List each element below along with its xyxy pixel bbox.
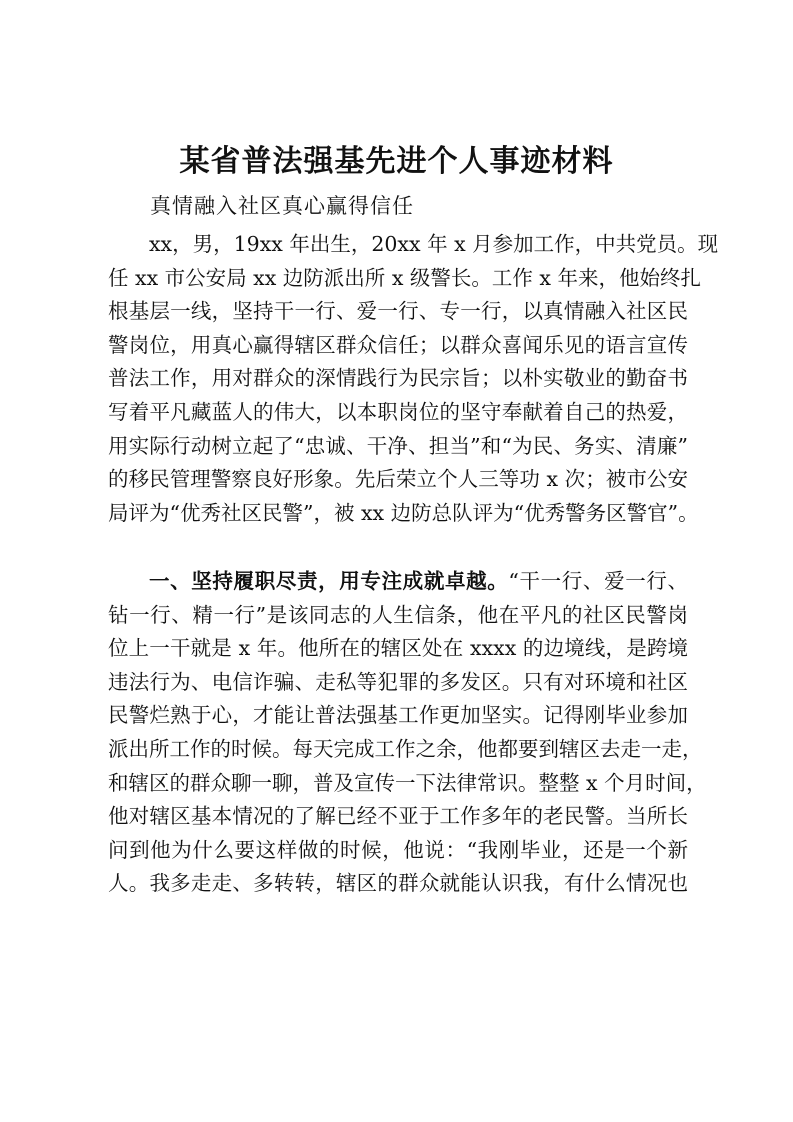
text-line: 用实际行动树立起了“忠诚、干净、担当”和“为民、务实、清廉” [108,433,688,458]
document-title: 某省普法强基先进个人事迹材料 [179,144,614,179]
text-line: 任 xx 市公安局 xx 边防派出所 x 级警长。工作 x 年来，他始终扎 [108,265,701,290]
text-line: 和辖区的群众聊一聊，普及宣传一下法律常识。整整 x 个月时间， [108,770,707,795]
section-heading: 一、坚持履职尽责，用专注成就卓越。 [149,569,509,593]
document-subtitle: 真情融入社区真心赢得信任 [150,194,414,218]
text-line: 派出所工作的时候。每天完成工作之余，他都要到辖区去走一走， [108,736,703,761]
text-line: 钻一行、精一行”是该同志的人生信条，他在平凡的社区民警岗 [108,602,688,627]
paragraph-intro [108,228,719,530]
text-line: 根基层一线，坚持干一行、爱一行、专一行，以真情融入社区民 [108,299,688,324]
text-line: 局评为“优秀社区民警”，被 xx 边防总队评为“优秀警务区警官”。 [108,500,699,525]
text-line: 违法行为、电信诈骗、走私等犯罪的多发区。只有对环境和社区 [108,669,688,694]
text-line: 人。我多走走、多转转，辖区的群众就能认识我，有什么情况也 [108,871,688,896]
text-line: 警岗位，用真心赢得辖区群众信任；以群众喜闻乐见的语言宣传 [108,332,688,357]
text-line: 普法工作，用对群众的深情践行为民宗旨；以朴实敬业的勤奋书 [108,366,688,391]
text-line: 写着平凡藏蓝人的伟大，以本职岗位的坚守奉献着自己的热爱， [108,399,688,424]
heading-continuation: “干一行、爱一行、 [508,569,688,593]
text-line: 他对辖区基本情况的了解已经不亚于工作多年的老民警。当所长 [108,804,688,829]
text-line [108,565,688,599]
text-line: xx，男，19xx 年出生，20xx 年 x 月参加工作，中共党员。现 [149,232,719,256]
text-line: 的移民管理警察良好形象。先后荣立个人三等功 x 次；被市公安 [108,467,688,492]
text-line: 位上一干就是 x 年。他所在的辖区处在 xxxx 的边境线，是跨境 [108,636,688,661]
text-line: 民警烂熟于心，才能让普法强基工作更加坚实。记得刚毕业参加 [108,703,688,728]
text-line: 问到他为什么要这样做的时候，他说：“我刚毕业，还是一个新 [108,837,688,862]
paragraph-section-one [108,565,707,901]
